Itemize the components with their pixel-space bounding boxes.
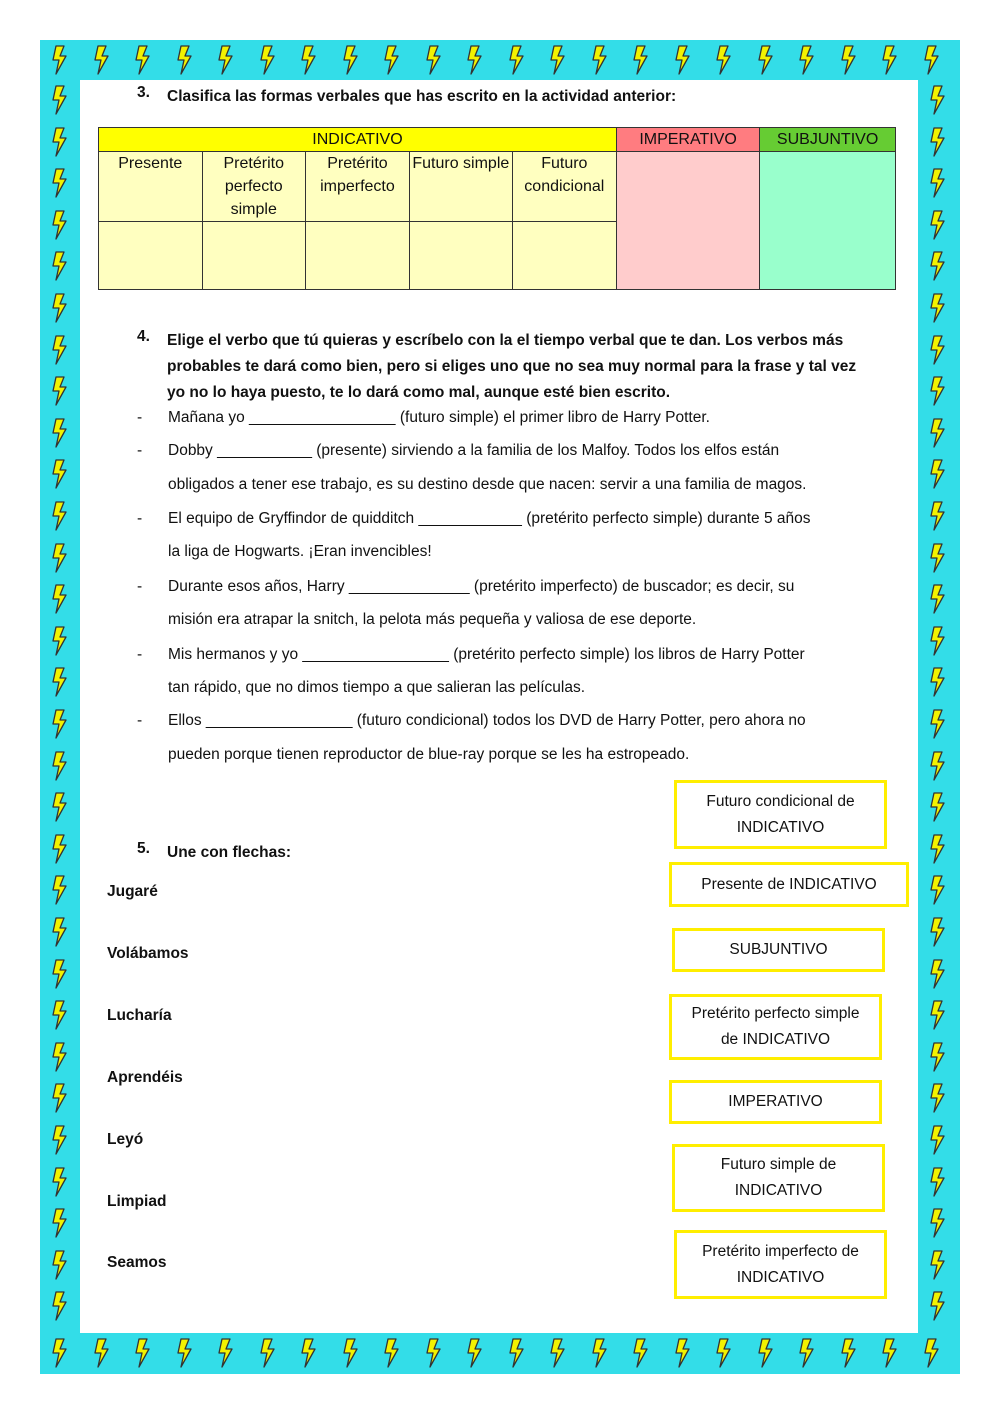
lightning-bolt-icon xyxy=(928,335,948,365)
lightning-bolt-icon xyxy=(928,85,948,115)
verb-item[interactable]: Seamos xyxy=(107,1254,167,1271)
lightning-bolt-icon xyxy=(928,1125,948,1155)
lightning-bolt-icon xyxy=(50,917,70,947)
lightning-bolt-icon xyxy=(50,1125,70,1155)
answer-cell-presente[interactable] xyxy=(99,222,203,290)
lightning-bolt-icon xyxy=(928,917,948,947)
lightning-bolt-icon xyxy=(133,1338,153,1368)
lightning-bolt-icon xyxy=(216,45,236,75)
lightning-bolt-icon xyxy=(50,959,70,989)
lightning-bolt-icon xyxy=(50,875,70,905)
lightning-bolt-icon xyxy=(50,45,70,75)
header-subjuntivo: SUBJUNTIVO xyxy=(760,128,896,152)
lightning-bolt-icon xyxy=(50,751,70,781)
q5-title: Une con flechas: xyxy=(167,844,292,861)
option-box[interactable] xyxy=(669,1080,882,1124)
lightning-bolt-icon xyxy=(714,45,734,75)
lightning-bolt-icon xyxy=(50,1208,70,1238)
lightning-bolt-icon xyxy=(50,584,70,614)
lightning-bolt-icon xyxy=(50,418,70,448)
answer-cell-futuro-simple[interactable] xyxy=(409,222,512,290)
lightning-bolt-icon xyxy=(928,1083,948,1113)
option-box[interactable] xyxy=(669,862,909,907)
verb-item[interactable]: Limpiad xyxy=(107,1193,167,1210)
lightning-bolt-icon xyxy=(299,1338,319,1368)
q4-number: 4. xyxy=(137,328,150,345)
lightning-bolt-icon xyxy=(928,792,948,822)
option-label: SUBJUNTIVO xyxy=(729,941,828,958)
lightning-bolt-icon xyxy=(465,1338,485,1368)
option-label: Futuro condicional de INDICATIVO xyxy=(706,792,855,836)
lightning-bolt-icon xyxy=(928,543,948,573)
lightning-bolt-icon xyxy=(590,45,610,75)
q3-number: 3. xyxy=(137,84,150,101)
lightning-bolt-icon xyxy=(631,1338,651,1368)
answer-cell-preterito-perfecto[interactable] xyxy=(202,222,305,290)
answer-cell-futuro-condicional[interactable] xyxy=(512,222,616,290)
lightning-bolt-icon xyxy=(50,1042,70,1072)
lightning-bolt-icon xyxy=(928,210,948,240)
lightning-bolt-icon xyxy=(928,751,948,781)
lightning-bolt-icon xyxy=(50,1338,70,1368)
column-futuro-condicional: Futuro condicional xyxy=(512,152,616,222)
sentence-line: la liga de Hogwarts. ¡Eran invencibles! xyxy=(168,543,432,560)
lightning-bolt-icon xyxy=(590,1338,610,1368)
lightning-bolt-icon xyxy=(548,45,568,75)
lightning-bolt-icon xyxy=(50,251,70,281)
lightning-bolt-icon xyxy=(216,1338,236,1368)
lightning-bolt-icon xyxy=(341,45,361,75)
sentence-line: obligados a tener ese trabajo, es su destino desde que nacen: servir a una familia de magos. xyxy=(168,476,807,493)
lightning-bolt-icon xyxy=(50,1000,70,1030)
lightning-bolt-icon xyxy=(928,459,948,489)
sentence-line: Mañana yo _________________ (futuro simple) el primer libro de Harry Potter. xyxy=(168,409,710,426)
lightning-bolt-icon xyxy=(424,1338,444,1368)
q4-instructions-line: probables te dará como bien, pero si eliges uno que no sea muy normal para la frase y tal vez xyxy=(167,358,857,375)
header-imperativo: IMPERATIVO xyxy=(616,128,759,152)
q4-instructions-line: yo no lo haya puesto, te lo dará como mal, aunque esté bien escrito. xyxy=(167,384,671,401)
lightning-bolt-icon xyxy=(50,626,70,656)
lightning-bolt-icon xyxy=(299,45,319,75)
sentence-line: Mis hermanos y yo _________________ (pretérito perfecto simple) los libros de Harry Potter xyxy=(168,646,805,663)
lightning-bolt-icon xyxy=(797,1338,817,1368)
lightning-bolt-icon xyxy=(922,45,942,75)
lightning-bolt-icon xyxy=(880,45,900,75)
lightning-bolt-icon xyxy=(424,45,444,75)
lightning-bolt-icon xyxy=(50,834,70,864)
bullet-dash: - xyxy=(137,510,143,527)
lightning-bolt-icon xyxy=(50,501,70,531)
verb-item[interactable]: Leyó xyxy=(107,1131,144,1148)
lightning-bolt-icon xyxy=(258,1338,278,1368)
header-indicativo: INDICATIVO xyxy=(99,128,617,152)
lightning-bolt-icon xyxy=(175,45,195,75)
lightning-bolt-icon xyxy=(507,1338,527,1368)
lightning-bolt-icon xyxy=(928,376,948,406)
lightning-bolt-icon xyxy=(928,1167,948,1197)
sentence-line: misión era atrapar la snitch, la pelota más pequeña y valiosa de ese deporte. xyxy=(168,611,697,628)
answer-cell-preterito-imperfecto[interactable] xyxy=(305,222,409,290)
lightning-bolt-icon xyxy=(382,1338,402,1368)
q3-title: Clasifica las formas verbales que has escrito en la actividad anterior: xyxy=(167,88,677,105)
lightning-bolt-icon xyxy=(507,45,527,75)
verb-item[interactable]: Volábamos xyxy=(107,945,189,962)
verb-item[interactable]: Lucharía xyxy=(107,1007,172,1024)
lightning-bolt-icon xyxy=(928,127,948,157)
lightning-bolt-icon xyxy=(839,1338,859,1368)
lightning-bolt-icon xyxy=(50,210,70,240)
option-label: Pretérito imperfecto de INDICATIVO xyxy=(702,1242,859,1286)
lightning-bolt-icon xyxy=(928,834,948,864)
lightning-bolt-icon xyxy=(50,1083,70,1113)
lightning-bolt-icon xyxy=(50,293,70,323)
lightning-bolt-icon xyxy=(673,1338,693,1368)
lightning-bolt-icon xyxy=(928,293,948,323)
lightning-bolt-icon xyxy=(928,251,948,281)
lightning-bolt-icon xyxy=(928,875,948,905)
lightning-bolt-icon xyxy=(92,45,112,75)
lightning-bolt-icon xyxy=(50,168,70,198)
sentence-line: tan rápido, que no dimos tiempo a que salieran las películas. xyxy=(168,679,586,696)
option-label: Pretérito perfecto simple de INDICATIVO xyxy=(691,1005,860,1048)
lightning-bolt-icon xyxy=(631,45,651,75)
lightning-bolt-icon xyxy=(928,1291,948,1321)
option-box[interactable] xyxy=(672,1144,885,1212)
answer-cell-imperativo[interactable] xyxy=(616,152,759,290)
q5-number: 5. xyxy=(137,840,150,857)
lightning-bolt-icon xyxy=(175,1338,195,1368)
lightning-bolt-icon xyxy=(50,792,70,822)
lightning-bolt-icon xyxy=(50,667,70,697)
option-box[interactable] xyxy=(674,780,887,849)
lightning-bolt-icon xyxy=(50,335,70,365)
q4-instructions-line: Elige el verbo que tú quieras y escríbelo con la el tiempo verbal que te dan. Los verbos más xyxy=(167,332,844,349)
lightning-bolt-icon xyxy=(50,85,70,115)
q3-heading xyxy=(137,84,897,110)
lightning-bolt-icon xyxy=(928,584,948,614)
lightning-bolt-icon xyxy=(839,45,859,75)
lightning-bolt-icon xyxy=(880,1338,900,1368)
sentence-line: El equipo de Gryffindor de quidditch ____________ (pretérito perfecto simple) durante 5 años xyxy=(168,510,811,527)
lightning-bolt-icon xyxy=(50,1250,70,1280)
answer-cell-subjuntivo[interactable] xyxy=(760,152,896,290)
column-futuro-simple: Futuro simple xyxy=(409,152,512,222)
q5-heading xyxy=(137,840,437,866)
lightning-bolt-icon xyxy=(928,667,948,697)
lightning-bolt-icon xyxy=(465,45,485,75)
lightning-bolt-icon xyxy=(258,45,278,75)
lightning-bolt-icon xyxy=(928,501,948,531)
lightning-bolt-icon xyxy=(50,127,70,157)
sentence-line: pueden porque tienen reproductor de blue-ray porque se les ha estropeado. xyxy=(168,746,690,763)
lightning-bolt-icon xyxy=(50,543,70,573)
sentence-line: Durante esos años, Harry ______________ (pretérito imperfecto) de buscador; es decir, su xyxy=(168,578,795,595)
lightning-bolt-icon xyxy=(928,709,948,739)
lightning-bolt-icon xyxy=(756,1338,776,1368)
sentence-line: Dobby ___________ (presente) sirviendo a la familia de los Malfoy. Todos los elfos están xyxy=(168,442,780,459)
option-box[interactable] xyxy=(669,994,882,1060)
lightning-bolt-icon xyxy=(928,626,948,656)
lightning-bolt-icon xyxy=(928,1250,948,1280)
lightning-bolt-icon xyxy=(928,418,948,448)
column-preterito-imperfecto: Pretérito imperfecto xyxy=(305,152,409,222)
option-box[interactable] xyxy=(674,1230,887,1299)
lightning-bolt-icon xyxy=(756,45,776,75)
lightning-bolt-icon xyxy=(50,459,70,489)
option-label: IMPERATIVO xyxy=(728,1093,823,1110)
lightning-bolt-icon xyxy=(714,1338,734,1368)
column-presente: Presente xyxy=(99,152,203,222)
lightning-bolt-icon xyxy=(797,45,817,75)
q4-heading xyxy=(137,328,907,408)
verb-item[interactable]: Jugaré xyxy=(107,883,158,900)
lightning-bolt-icon xyxy=(50,1167,70,1197)
bullet-dash: - xyxy=(137,712,143,729)
sentence-line: Ellos _________________ (futuro condicional) todos los DVD de Harry Potter, pero ahora no xyxy=(168,712,806,729)
lightning-bolt-icon xyxy=(928,168,948,198)
bullet-dash: - xyxy=(137,409,143,426)
lightning-bolt-icon xyxy=(382,45,402,75)
option-label: Presente de INDICATIVO xyxy=(701,875,877,893)
lightning-bolt-icon xyxy=(928,1042,948,1072)
column-preterito-perfecto-simple: Pretérito perfecto simple xyxy=(202,152,305,222)
bullet-dash: - xyxy=(137,442,143,459)
lightning-bolt-icon xyxy=(673,45,693,75)
option-box[interactable] xyxy=(672,928,885,972)
lightning-bolt-icon xyxy=(50,709,70,739)
lightning-bolt-icon xyxy=(928,959,948,989)
verb-item[interactable]: Aprendéis xyxy=(107,1069,183,1086)
lightning-bolt-icon xyxy=(50,376,70,406)
lightning-bolt-icon xyxy=(92,1338,112,1368)
lightning-bolt-icon xyxy=(133,45,153,75)
lightning-bolt-icon xyxy=(341,1338,361,1368)
classification-table xyxy=(98,127,896,290)
lightning-bolt-icon xyxy=(928,1208,948,1238)
lightning-bolt-icon xyxy=(548,1338,568,1368)
lightning-bolt-icon xyxy=(928,1000,948,1030)
bullet-dash: - xyxy=(137,646,143,663)
bullet-dash: - xyxy=(137,578,143,595)
option-label: Futuro simple de INDICATIVO xyxy=(720,1156,837,1199)
lightning-bolt-icon xyxy=(922,1338,942,1368)
lightning-bolt-icon xyxy=(50,1291,70,1321)
